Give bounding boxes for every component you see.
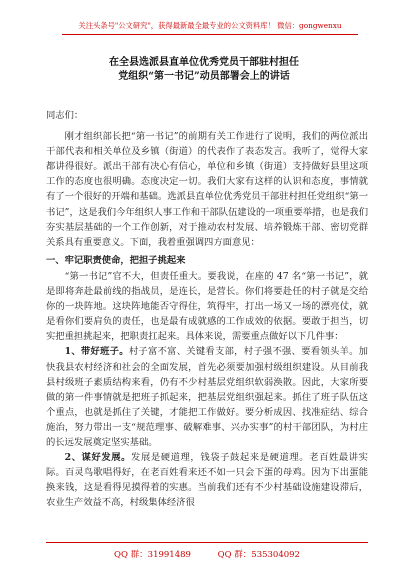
paragraph-intro: 刚才组织部长把“第一书记”的前期有关工作进行了说明，我们的两位派出干部代表和相关单位及乡镇（街道）的代表作了表态发言。我听了，觉得大家都讲得很好。派出干部有决心有信心，单位和乡镇（街道）支持做好县里这项工作的态度也很明确。态度决定一切。我们大家有这样的认识和态度，事情就有了一个很好的开端和基础。选派县直单位优秀党员干部驻村担任党组织“第一书记”，这是我们今年组织人事工作和干部队伍建设的一项重要举措，也是我们夯实基层基础的一个工作创新，对于推动农村发展、培养锻炼干部、密切党群关系具有重要意义。下面，我着重强调四方面意见：: [46, 131, 368, 248]
footer-divider: [46, 542, 368, 543]
greeting: 同志们：: [46, 110, 84, 121]
footer-qq-group-2: QQ 群：535304092: [217, 550, 300, 560]
section-heading-1: 一、牢记职责使命，把担子挑起来: [46, 254, 186, 266]
title-line-1: 在全县选派县直单位优秀党员干部驻村担任: [109, 57, 299, 68]
paragraph-development-text: 发展是硬道理，钱袋子鼓起来是硬道理。老百姓最讲实际。百灵鸟歌唱得好，在老百姓看来还不如一只会下蛋的母鸡。因为下出蛋能换来钱，这是看得见摸得着的实惠。当前我们还有不少村基础设施建设滞后，农业生产效益不高，村级集体经济很: [46, 452, 368, 509]
document-title: [40, 56, 368, 84]
title-line-2: 党组织“第一书记”动员部署会上的讲话: [118, 71, 290, 82]
footer: [46, 549, 368, 561]
top-banner: 关注头条号"公文研究"，获得最新最全最专业的公文资料库！ 微信：gongwenxu: [62, 18, 358, 35]
document-body: [46, 108, 368, 510]
paragraph-team: [46, 344, 368, 450]
subheading-team: 1、带好班子。: [64, 346, 129, 358]
paragraph-responsibility: “第一书记”官不大，但责任重大。要我说，在座的 47 名“第一书记”，就是即将奔赴最前线的指战员，是连长，是营长。你们将要赴任的村子就是交给你的一块阵地。这块阵地能否守得住，筑得牢，打出一场又一场的漂亮仗，就是看你们要肩负的责任，也是最有成就感的工作成效的依据。要敢于担当，切实把重担挑起来，把职责扛起来。具体来说，需要重点做好以下几件事：: [46, 270, 368, 343]
paragraph-team-text: 村子富不富、关键看支部，村子强不强、要看领头羊。加快我县农村经济和社会的全面发展，首先必须要加强村级组织建设。从目前我县村级班子素质结构来看，仍有不少村基层党组织软弱涣散。因此，大家所要做的第一件事情就是把班子抓起来，把基层党组织强起来。抓住了班子队伍这个重点，也就是抓住了关键，才能把工作做好。要分析成因、找准症结、综合施治，努力带出一支“规范理事、破解难事、兴办实事”的村干部团队，为村庄的长远发展奠定坚实基础。: [46, 346, 368, 448]
subheading-development: 2、谋好发展。: [64, 452, 132, 464]
footer-qq-group-1: QQ 群：31991489: [114, 550, 191, 560]
paragraph-development: [46, 450, 368, 510]
